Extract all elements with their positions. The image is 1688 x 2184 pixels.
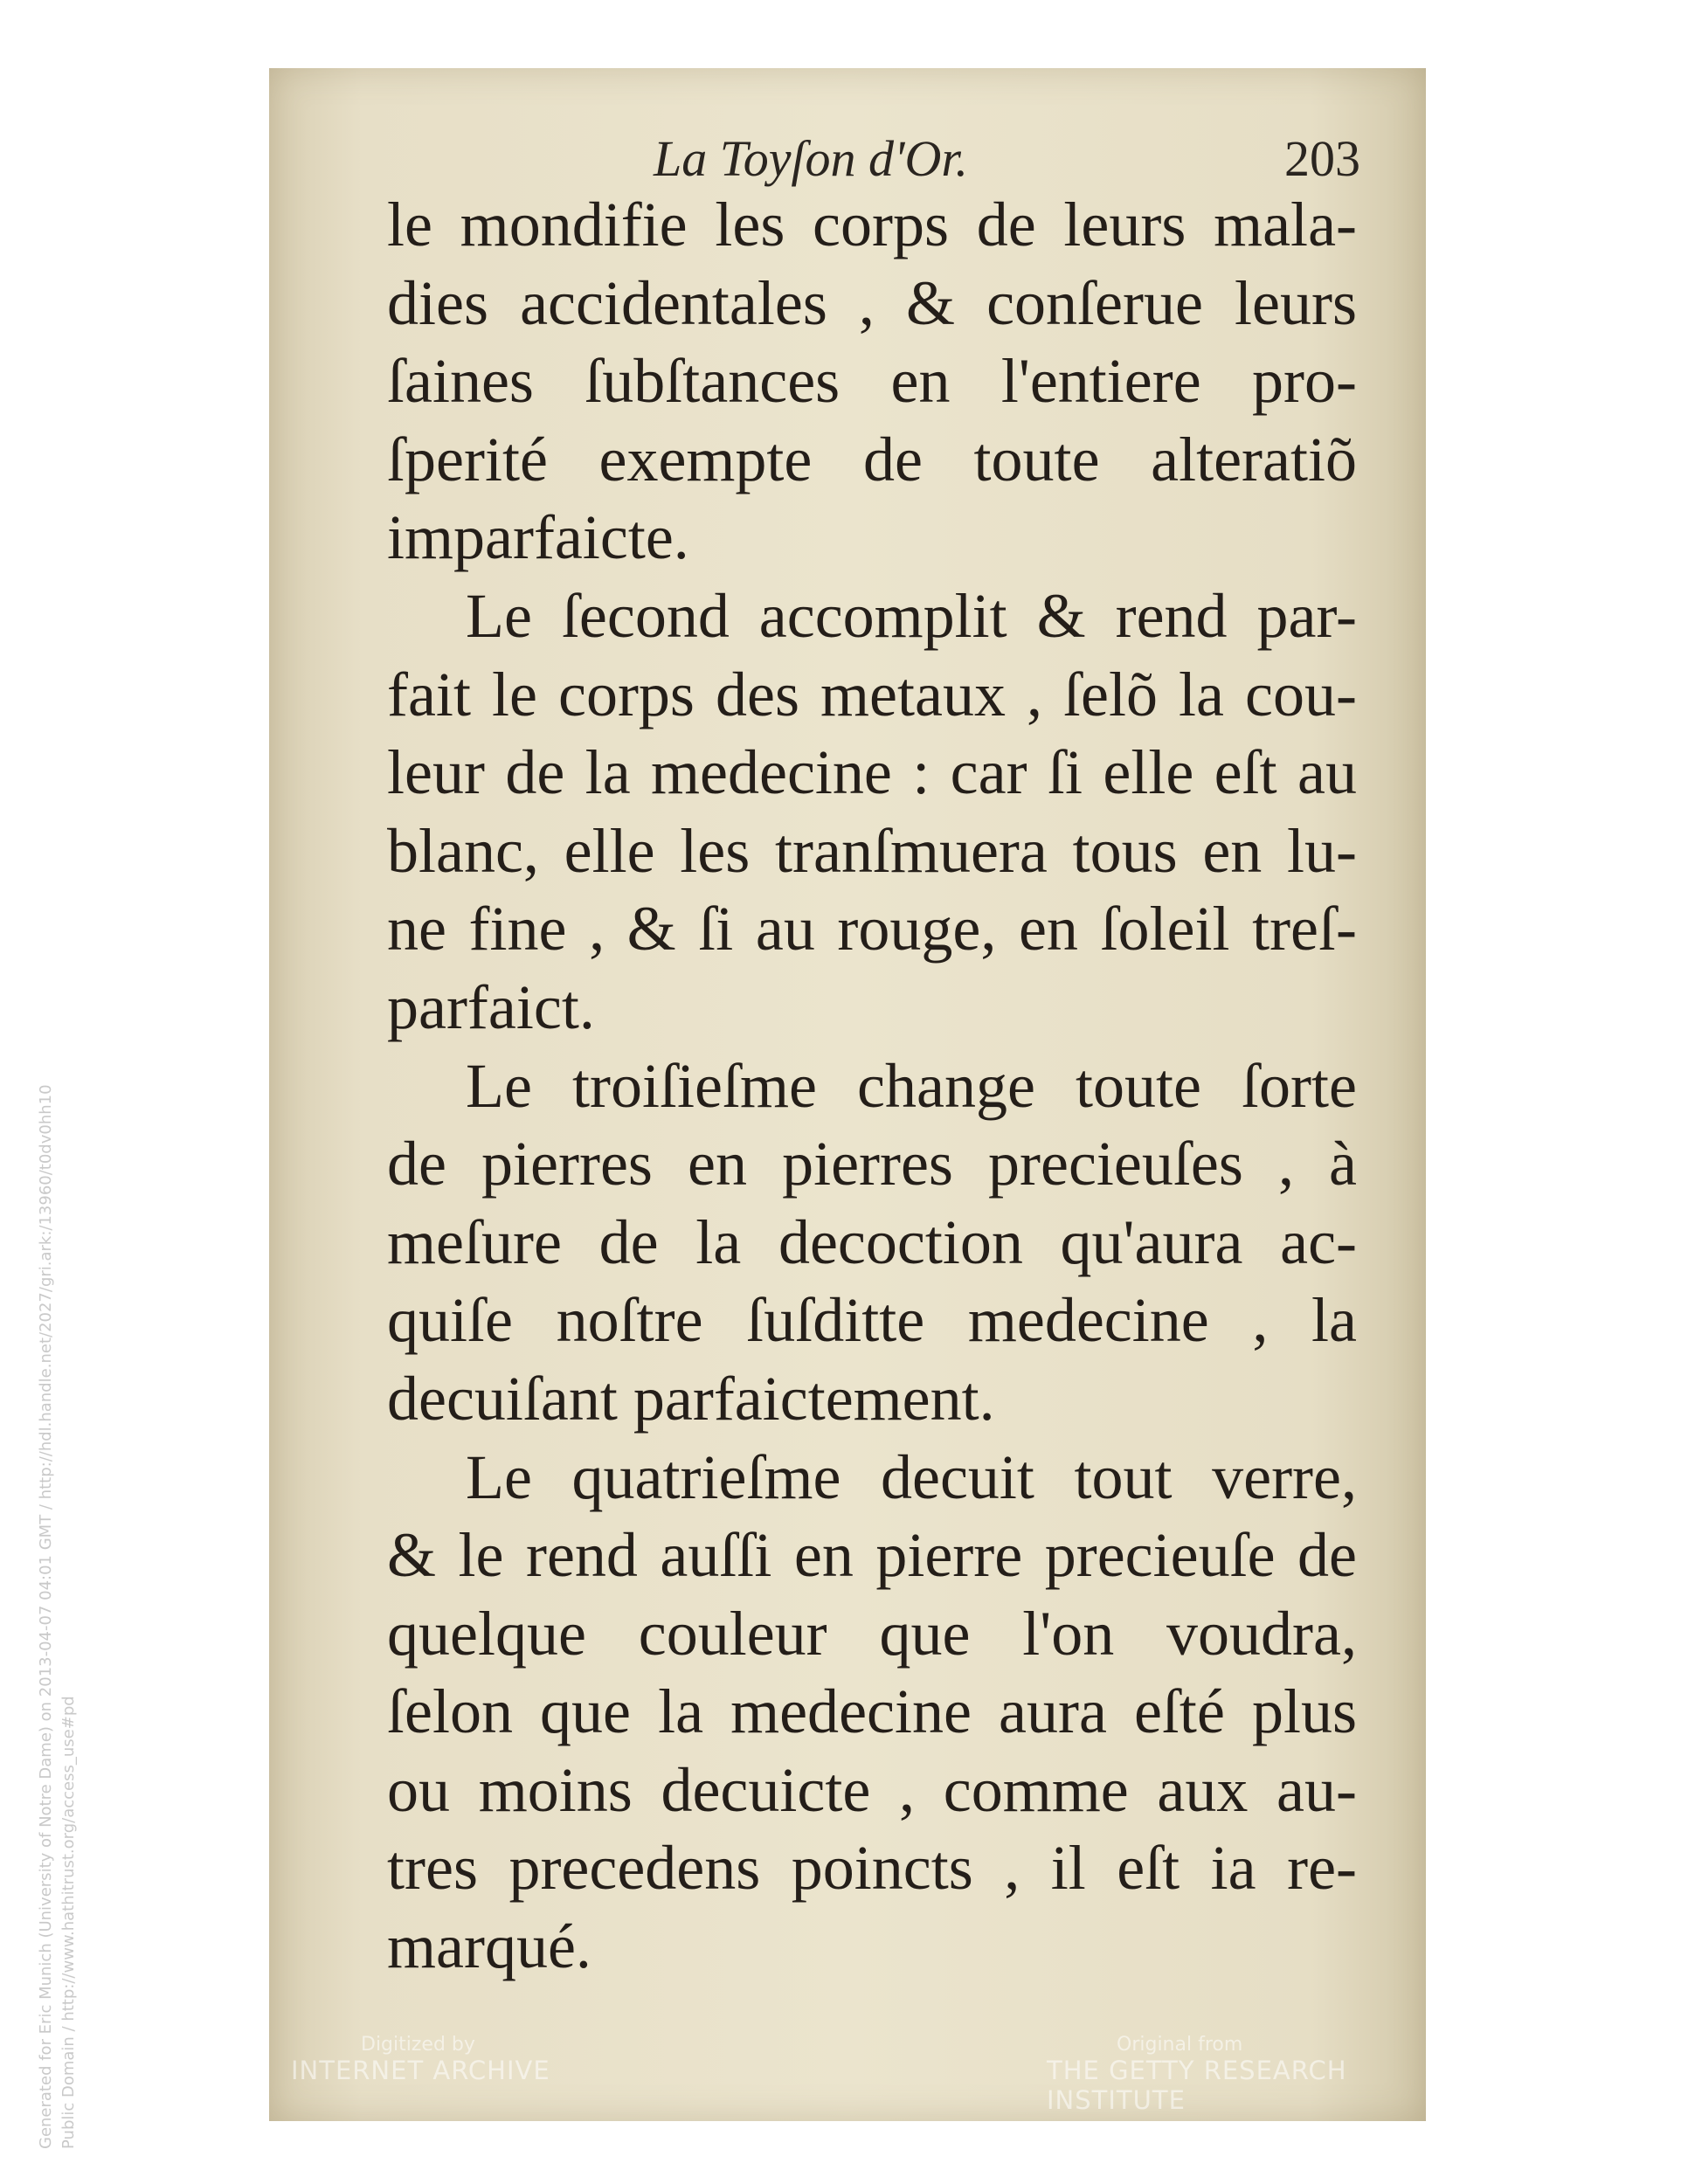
institution-name: THE GETTY RESEARCH INSTITUTE [1047, 2056, 1347, 2115]
text-line: imparfaicte. [387, 502, 689, 573]
access-watermark-line-2: Public Domain / http://www.hathitrust.org/access_use#pd [59, 1696, 78, 2149]
text-line: ne fine , & ſi au rouge, en ſoleil treſ- [387, 894, 1357, 964]
access-watermark-line-1: Generated for Eric Munich (University of Notre Dame) on 2013-04-07 04:01 GMT / http://hdl.handle.net/2027/gri.ark:/13960/t0dv0hh10 [37, 1084, 55, 2149]
digitized-by-label: Digitized by [361, 2034, 475, 2056]
page-text [387, 186, 1357, 1987]
text-line: parfaict. [387, 971, 595, 1042]
text-line: ſaines ſubſtances en l'entiere pro- [387, 346, 1357, 417]
text-line: ſelon que la medecine aura eſté plus [387, 1676, 1357, 1747]
text-line: fait le corps des metaux , ſelõ la cou- [387, 659, 1357, 729]
text-line: meſure de la decoction qu'aura ac- [387, 1206, 1357, 1277]
text-line: leur de la medecine : car ſi elle eſt au [387, 737, 1357, 808]
page-header [269, 129, 1426, 190]
paragraph-start-line: Le troiſieſme change toute ſorte [466, 1050, 1357, 1121]
digitized-by [291, 2034, 550, 2085]
text-line: ou moins decuicte , comme aux au- [387, 1754, 1357, 1825]
text-line: le mondifie les corps de leurs mala- [387, 190, 1357, 259]
text-line: quelque couleur que l'on voudra, [387, 1598, 1357, 1669]
text-line: & le rend auſſi en pierre precieuſe de [387, 1520, 1357, 1591]
access-watermark [35, 751, 80, 2149]
text-line: blanc, elle les tranſmuera tous en lu- [387, 815, 1357, 886]
text-line: de pierres en pierres precieuſes , à [387, 1129, 1357, 1199]
text-line: marqué. [387, 1911, 591, 1982]
text-line: quiſe noſtre ſuſditte medecine , la [387, 1285, 1357, 1356]
original-from [1047, 2034, 1426, 2115]
digitization-footer [269, 2034, 1426, 2115]
digitizer-name: INTERNET ARCHIVE [291, 2056, 550, 2085]
original-from-label: Original from [1117, 2034, 1243, 2056]
book-page-scan [269, 68, 1426, 2121]
text-line: decuiſant parfaictement. [387, 1363, 995, 1434]
text-line: dies accidentales , & conſerue leurs [387, 267, 1357, 338]
paragraph-start-line: Le quatrieſme decuit tout verre, [466, 1441, 1357, 1512]
paragraph-start-line: Le ſecond accomplit & rend par- [466, 580, 1357, 651]
text-line: tres precedens poincts , il eſt ia re- [387, 1833, 1357, 1904]
page-number: 203 [1284, 130, 1360, 187]
running-title: La Toyſon d'Or. [654, 130, 968, 187]
text-line: ſperité exempte de toute alteratiõ [387, 424, 1357, 494]
